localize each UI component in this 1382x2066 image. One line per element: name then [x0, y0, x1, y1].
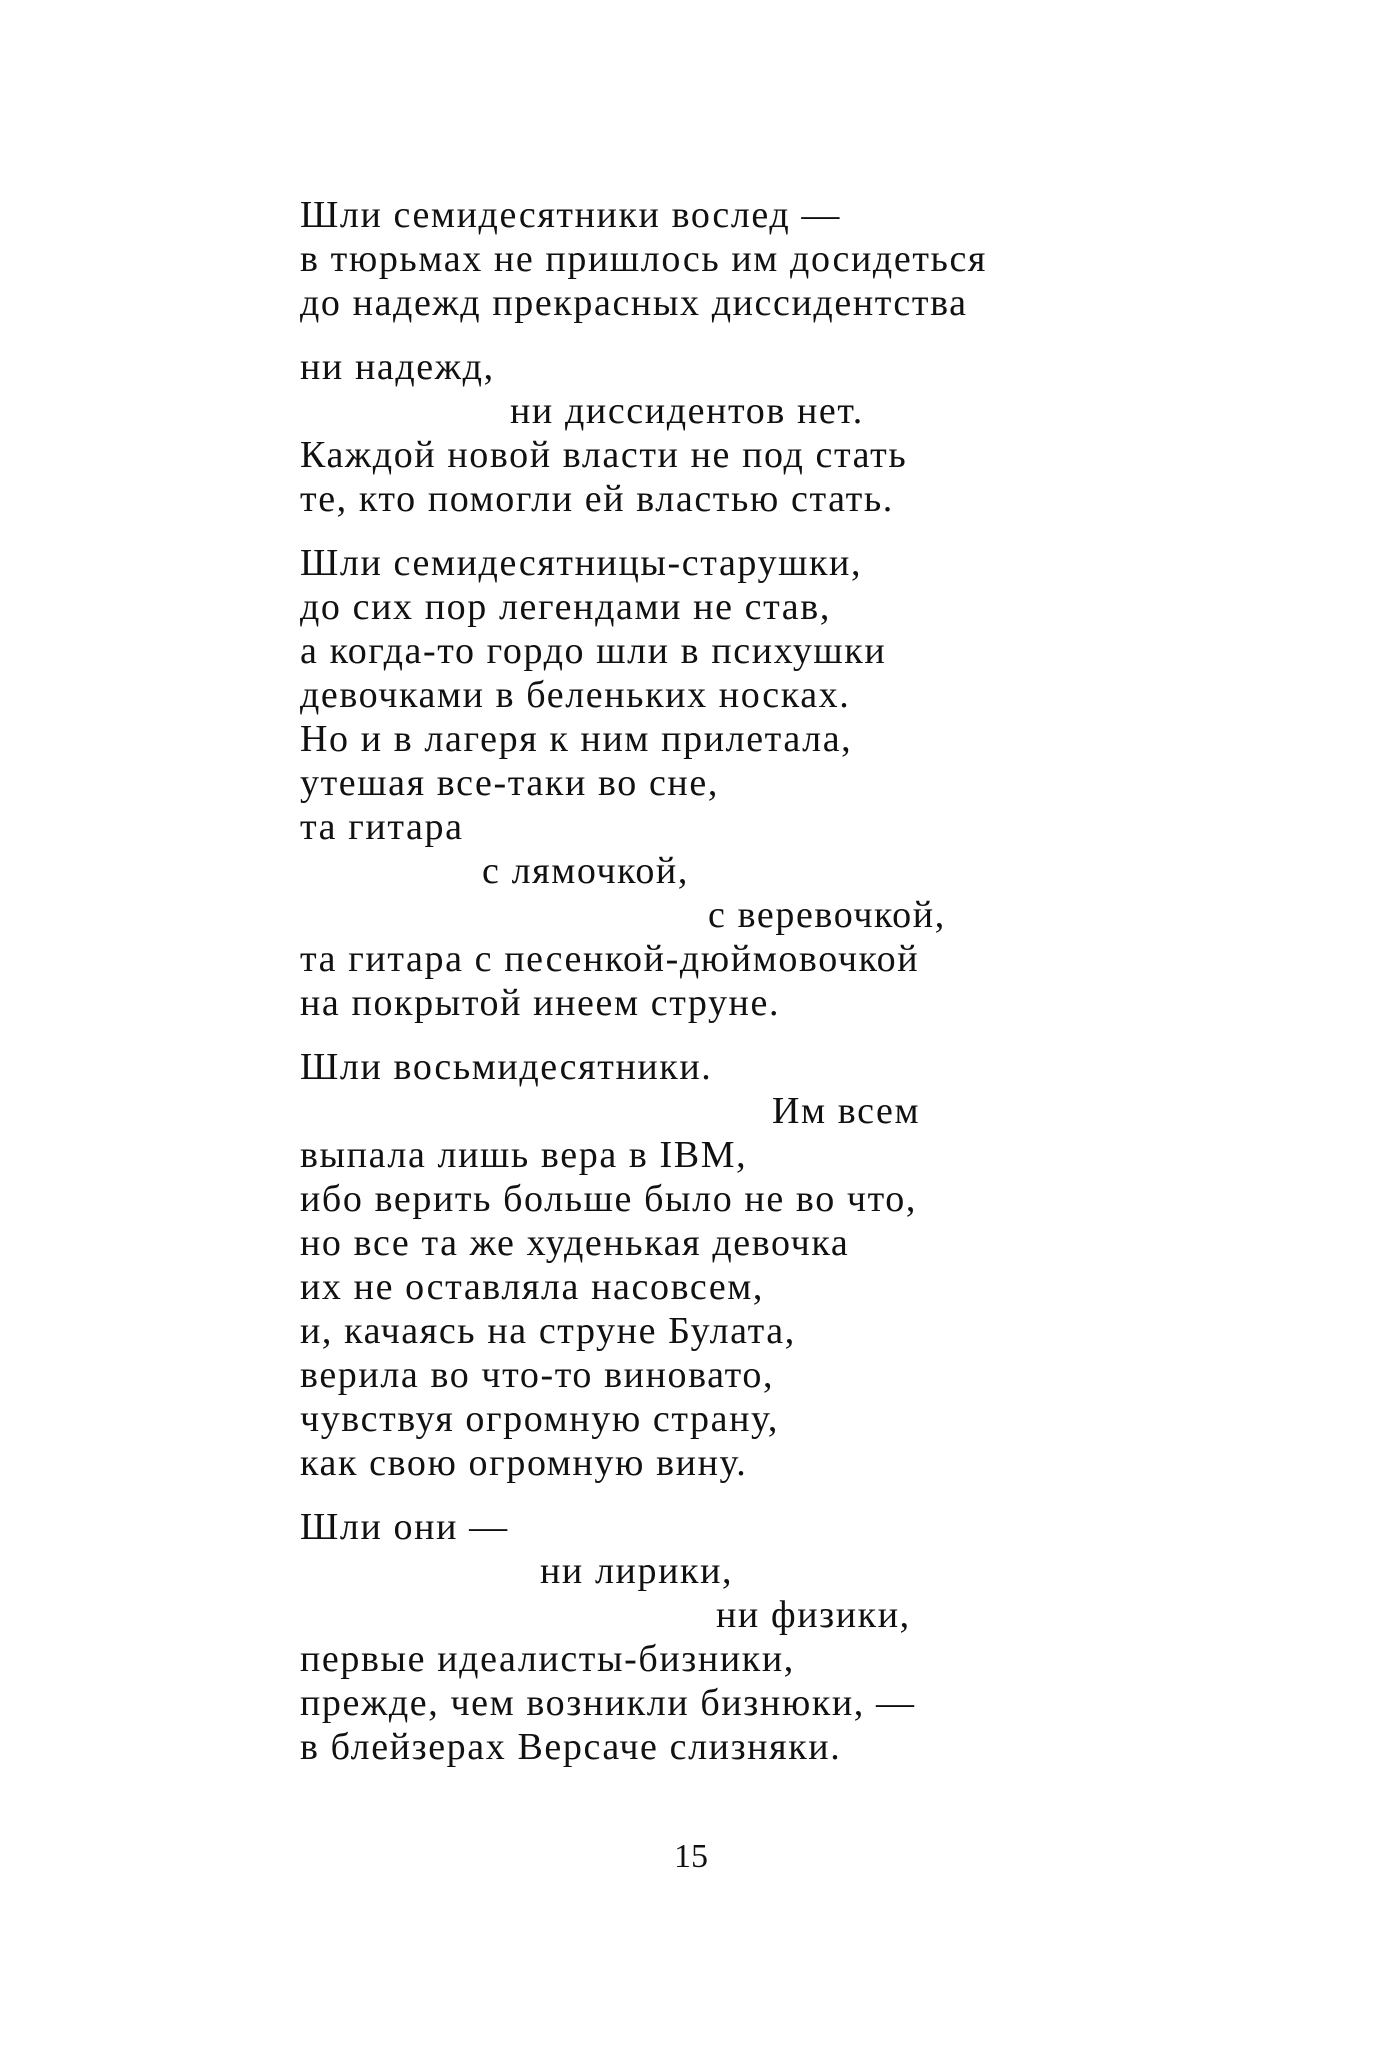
poem-line: верила во что-то виновато,	[300, 1354, 775, 1396]
poem-line: Каждой новой власти не под стать	[300, 434, 908, 476]
poem-line: но все та же худенькая девочка	[300, 1222, 850, 1264]
poem-line-indented: ни физики,	[716, 1594, 911, 1636]
poem-line: Шли семидесятницы-старушки,	[300, 542, 863, 584]
poem-line-indented: ни лирики,	[540, 1550, 734, 1592]
poem-line: чувствуя огромную страну,	[300, 1398, 779, 1440]
stanza-3	[300, 541, 1300, 1025]
stanza-5	[300, 1505, 1300, 1769]
stanza-1	[300, 193, 1300, 325]
poem-line: а когда-то гордо шли в психушки	[300, 630, 887, 672]
stanza-2	[300, 345, 1300, 521]
poem-line: утешая все-таки во сне,	[300, 762, 719, 804]
poem-line: ибо верить больше было не во что,	[300, 1178, 918, 1220]
poem-line: те, кто помогли ей властью стать.	[300, 478, 894, 520]
poem-line: на покрытой инеем струне.	[300, 982, 781, 1024]
poem-line: выпала лишь вера в IBM,	[300, 1134, 748, 1176]
poem-line: до надежд прекрасных диссидентства	[300, 282, 968, 324]
poem-line-indented: с веревочкой,	[708, 894, 946, 936]
poem-text	[300, 193, 1300, 1789]
poem-line: прежде, чем возникли бизнюки, —	[300, 1682, 916, 1724]
poem-line-indented: Им всем	[772, 1090, 921, 1132]
poem-line: Шли восьмидесятники.	[300, 1046, 713, 1088]
poem-line: Шли семидесятники вослед —	[300, 194, 842, 236]
poem-line: Шли они —	[300, 1506, 509, 1548]
poem-line: как свою огромную вину.	[300, 1442, 748, 1484]
poem-line: та гитара с песенкой-дюймовочкой	[300, 938, 920, 980]
poem-line-indented: ни диссидентов нет.	[510, 390, 864, 432]
stanza-4	[300, 1045, 1300, 1485]
poem-line: девочками в беленьких носках.	[300, 674, 851, 716]
poem-line: Но и в лагеря к ним прилетала,	[300, 718, 853, 760]
page-number: 15	[674, 1838, 708, 1875]
poem-line: ни надежд,	[300, 346, 495, 388]
poem-line: до сих пор легендами не став,	[300, 586, 831, 628]
poem-line: в тюрьмах не пришлось им досидеться	[300, 238, 988, 280]
poem-line: первые идеалисты-бизники,	[300, 1638, 795, 1680]
poem-line: в блейзерах Версаче слизняки.	[300, 1726, 842, 1768]
poem-line: и, качаясь на струне Булата,	[300, 1310, 796, 1352]
poem-line: та гитара	[300, 806, 464, 848]
poem-line-indented: с лямочкой,	[482, 850, 689, 892]
poem-line: их не оставляла насовсем,	[300, 1266, 765, 1308]
